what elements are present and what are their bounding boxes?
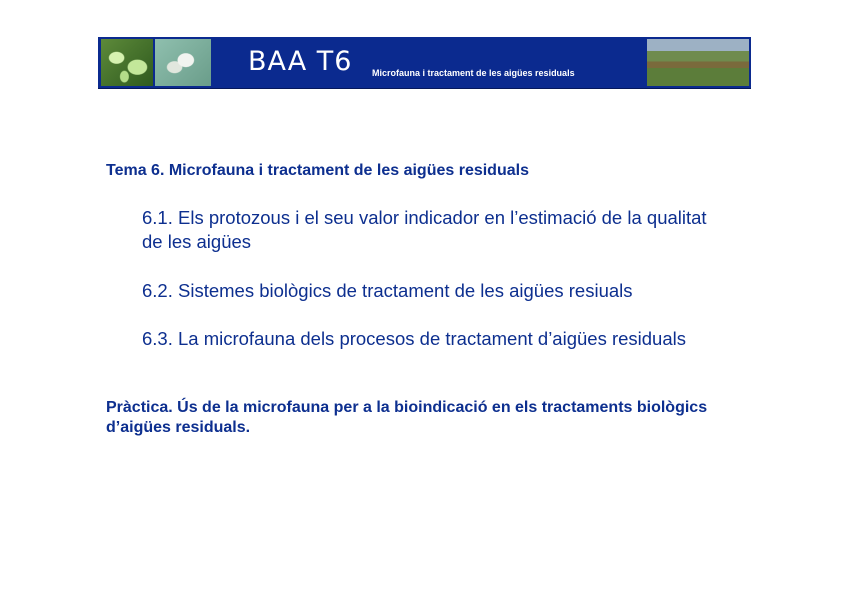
topic-heading: Tema 6. Microfauna i tractament de les aigües residuals [106, 162, 529, 179]
list-item: 6.2. Sistemes biològics de tractament de les aigües resiuals [142, 280, 633, 301]
banner-title: BAA T6 [248, 46, 353, 77]
banner-subtitle: Microfauna i tractament de les aigües residuals [372, 68, 575, 78]
microscope-colony-image [155, 39, 211, 86]
landscape-image [647, 39, 749, 86]
list-item: 6.3. La microfauna dels procesos de tractament d’aigües residuals [142, 328, 686, 349]
practica-heading: Pràctica. Ús de la microfauna per a la bioindicació en els tractaments biològics d’aigües residuals. [106, 399, 708, 436]
list-item: 6.1. Els protozous i el seu valor indicador en l’estimació de la qualitat de les aigües [142, 207, 707, 252]
header-banner [98, 37, 751, 88]
microscope-protozoa-image [101, 39, 153, 86]
